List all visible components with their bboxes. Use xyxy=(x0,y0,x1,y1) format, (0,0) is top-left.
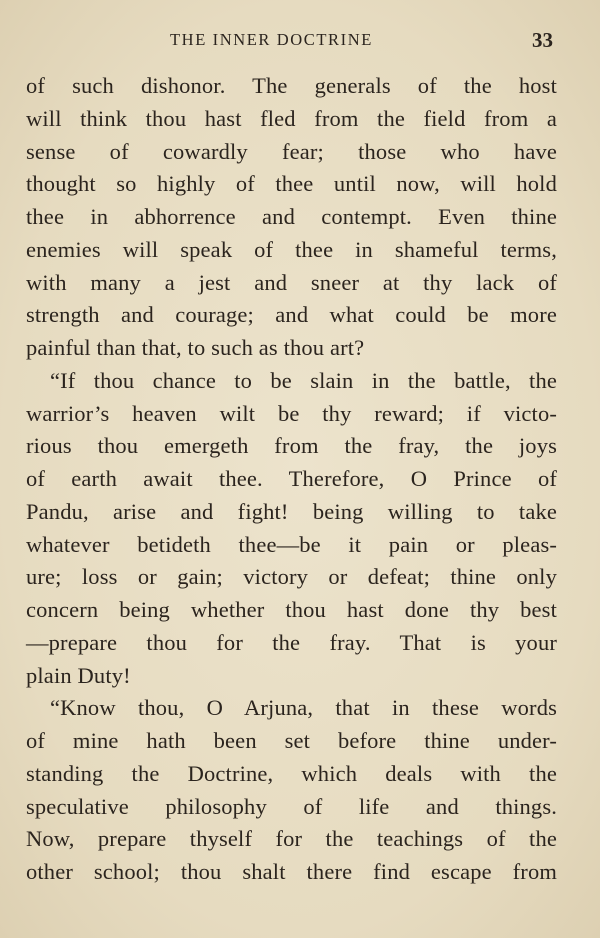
text-line: of such dishonor. The generals of the host xyxy=(26,73,557,98)
text-line: strength and courage; and what could be more xyxy=(26,302,557,328)
text-line: Now, prepare thyself for the teachings of the xyxy=(26,826,557,852)
text-line: plain Duty! xyxy=(26,662,131,688)
text-line: painful than that, to such as thou art? xyxy=(26,335,365,360)
text-line: whatever betideth thee—be it pain or pleas- xyxy=(26,531,557,557)
text-line: speculative philosophy of life and things. xyxy=(26,793,557,819)
text-line: “If thou chance to be slain in the battle, the xyxy=(50,367,557,393)
text-line: enemies will speak of thee in shameful terms, xyxy=(26,236,557,262)
text-line: “Know thou, O Arjuna, that in these words xyxy=(50,695,557,721)
text-line: thee in abhorrence and contempt. Even thine xyxy=(26,204,557,229)
text-line: sense of cowardly fear; those who have xyxy=(26,138,557,164)
text-line: Pandu, arise and fight! being willing to take xyxy=(26,498,557,524)
text-line: thought so highly of thee until now, will hold xyxy=(26,171,557,197)
running-title: THE INNER DOCTRINE xyxy=(170,30,373,49)
text-line: will think thou hast fled from the field from a xyxy=(26,105,557,131)
text-line: concern being whether thou hast done thy best xyxy=(26,597,557,622)
text-line: with many a jest and sneer at thy lack of xyxy=(26,269,557,295)
page-number: 33 xyxy=(532,28,553,52)
text-line: of earth await thee. Therefore, O Prince of xyxy=(26,466,557,491)
text-line: rious thou emergeth from the fray, the joys xyxy=(26,433,557,459)
text-line: of mine hath been set before thine under- xyxy=(26,728,557,753)
text-line: ure; loss or gain; victory or defeat; thine only xyxy=(26,564,557,590)
body-text xyxy=(26,70,557,889)
page-header xyxy=(0,28,600,56)
text-line: standing the Doctrine, which deals with the xyxy=(26,760,557,786)
text-line: —prepare thou for the fray. That is your xyxy=(26,629,557,655)
text-line: warrior’s heaven wilt be thy reward; if victo- xyxy=(26,400,557,426)
text-line: other school; thou shalt there find escape from xyxy=(26,859,557,884)
